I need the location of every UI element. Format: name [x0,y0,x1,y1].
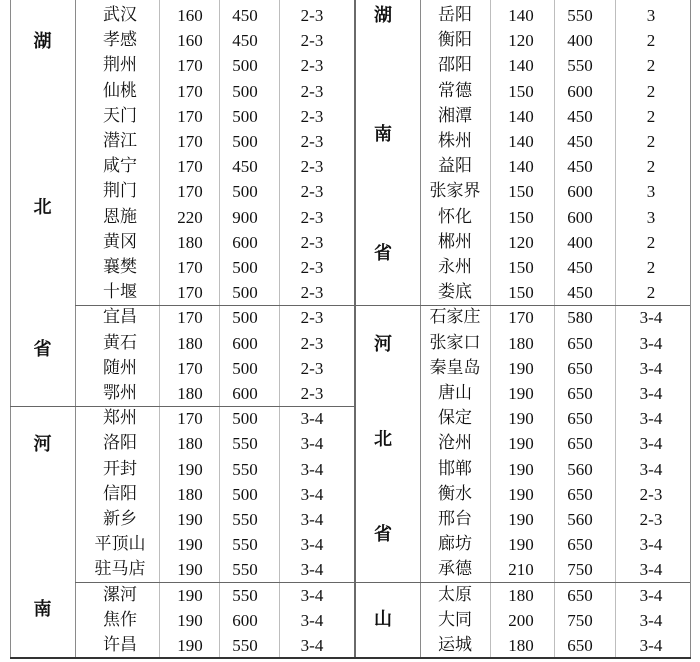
range-cell: 2 [646,81,656,101]
value-1-cell: 150 [508,207,534,227]
city-cell: 邵阳 [438,55,472,76]
value-2-cell: 450 [232,31,258,51]
city-cell: 鄂州 [103,383,137,403]
grid-line [75,0,76,658]
value-2-cell: 500 [232,81,258,101]
value-1-cell: 170 [177,258,203,277]
range-cell: 2 [646,157,656,177]
value-1-cell: 170 [177,182,203,202]
city-cell: 新乡 [103,509,137,529]
range-cell: 2 [646,31,656,51]
range-cell: 3-4 [300,585,324,605]
city-cell: 运城 [438,635,472,655]
city-cell: 平顶山 [94,534,146,555]
value-2-cell: 550 [232,510,258,529]
table-left-border [10,0,11,658]
value-2-cell: 560 [567,459,593,479]
value-2-cell: 600 [232,610,258,630]
value-1-cell: 180 [177,384,203,403]
province-label: 北 [33,197,52,218]
value-1-cell: 180 [177,484,203,504]
range-cell: 2 [646,232,656,252]
range-cell: 3-4 [639,384,663,403]
city-cell: 驻马店 [94,559,146,580]
value-2-cell: 650 [567,484,593,504]
value-2-cell: 450 [567,157,593,177]
province-label: 河 [33,434,52,455]
city-cell: 衡阳 [438,30,472,51]
value-1-cell: 190 [508,535,534,555]
range-cell: 2-3 [300,283,324,303]
value-2-cell: 600 [232,232,258,252]
province-label: 省 [33,339,52,360]
range-cell: 2-3 [300,207,324,227]
value-1-cell: 180 [177,333,203,353]
city-cell: 怀化 [438,206,472,227]
city-cell: 沧州 [438,433,472,454]
value-1-cell: 170 [177,106,203,126]
value-2-cell: 650 [567,358,593,378]
value-2-cell: 600 [232,333,258,353]
value-1-cell: 220 [177,207,203,227]
value-2-cell: 500 [232,358,258,378]
range-cell: 2-3 [300,358,324,378]
value-2-cell: 550 [232,535,258,555]
value-2-cell: 650 [567,535,593,555]
value-1-cell: 160 [177,31,203,51]
value-2-cell: 600 [567,182,593,202]
value-1-cell: 180 [508,636,534,655]
value-1-cell: 170 [508,308,534,328]
range-cell: 2-3 [300,308,324,328]
value-1-cell: 190 [508,510,534,529]
value-1-cell: 170 [177,283,203,303]
range-cell: 3-4 [639,610,663,630]
range-cell: 3-4 [300,636,324,655]
value-2-cell: 600 [567,207,593,227]
range-cell: 3-4 [300,409,324,429]
province-label: 河 [374,334,392,355]
city-cell: 许昌 [103,635,137,655]
value-1-cell: 190 [177,459,203,479]
province-label: 北 [374,429,392,450]
value-2-cell: 500 [232,283,258,303]
range-cell: 3-4 [639,459,663,479]
city-cell: 襄樊 [103,257,137,277]
value-1-cell: 180 [508,585,534,605]
range-cell: 3-4 [639,358,663,378]
range-cell: 2-3 [300,157,324,177]
value-1-cell: 140 [508,56,534,76]
table-right-border [690,0,691,658]
city-cell: 岳阳 [438,5,472,25]
value-2-cell: 500 [232,182,258,202]
city-cell: 娄底 [438,282,472,303]
value-1-cell: 140 [508,106,534,126]
range-cell: 2-3 [639,510,663,529]
value-2-cell: 580 [567,308,593,328]
city-cell: 信阳 [103,483,137,504]
range-cell: 2-3 [639,484,663,504]
city-cell: 承德 [438,559,472,580]
city-cell: 洛阳 [103,433,137,454]
range-cell: 2-3 [300,182,324,202]
range-cell: 3-4 [639,409,663,429]
value-1-cell: 170 [177,358,203,378]
city-cell: 衡水 [438,483,472,504]
range-cell: 2 [646,56,656,76]
value-1-cell: 190 [177,535,203,555]
range-cell: 2-3 [300,258,324,277]
city-cell: 潜江 [103,131,137,151]
city-cell: 湘潭 [438,105,472,126]
value-2-cell: 400 [567,31,593,51]
city-cell: 邯郸 [438,458,472,479]
range-cell: 3-4 [300,610,324,630]
city-cell: 漯河 [103,584,137,605]
range-cell: 3-4 [300,459,324,479]
province-label: 湖 [374,5,392,26]
city-cell: 张家界 [429,181,481,202]
value-2-cell: 500 [232,132,258,151]
city-cell: 唐山 [438,383,472,403]
value-1-cell: 200 [508,610,534,630]
city-cell: 廊坊 [438,534,472,555]
range-cell: 3-4 [639,560,663,580]
value-1-cell: 170 [177,56,203,76]
value-2-cell: 400 [567,232,593,252]
value-1-cell: 190 [177,585,203,605]
value-1-cell: 190 [508,409,534,429]
city-cell: 石家庄 [429,307,481,328]
range-cell: 3-4 [300,434,324,454]
value-2-cell: 650 [567,333,593,353]
value-1-cell: 190 [508,434,534,454]
value-2-cell: 550 [232,459,258,479]
value-2-cell: 550 [232,560,258,580]
value-2-cell: 450 [567,106,593,126]
value-1-cell: 120 [508,31,534,51]
city-cell: 保定 [438,408,472,429]
city-cell: 秦皇岛 [429,357,481,378]
value-1-cell: 180 [508,333,534,353]
city-cell: 咸宁 [103,156,137,177]
value-2-cell: 450 [567,258,593,277]
table-center-divider [354,0,356,658]
range-cell: 2-3 [300,31,324,51]
value-2-cell: 650 [567,585,593,605]
range-cell: 2-3 [300,6,324,25]
city-cell: 大同 [438,609,472,630]
value-2-cell: 450 [567,283,593,303]
value-1-cell: 170 [177,409,203,429]
city-cell: 张家口 [429,332,481,353]
value-1-cell: 180 [177,232,203,252]
value-2-cell: 500 [232,409,258,429]
province-label: 山 [374,609,392,630]
value-1-cell: 150 [508,81,534,101]
value-1-cell: 210 [508,560,534,580]
province-label: 南 [33,599,52,620]
city-cell: 仙桃 [103,80,137,101]
range-cell: 3-4 [639,535,663,555]
value-2-cell: 650 [567,636,593,655]
province-label: 省 [374,524,392,545]
value-1-cell: 190 [508,358,534,378]
value-2-cell: 550 [232,585,258,605]
range-cell: 2 [646,106,656,126]
value-1-cell: 140 [508,132,534,151]
range-cell: 2 [646,283,656,303]
value-1-cell: 180 [177,434,203,454]
range-cell: 2-3 [300,232,324,252]
city-cell: 郑州 [103,408,137,429]
value-2-cell: 550 [567,6,593,25]
city-cell: 株州 [438,131,472,151]
value-1-cell: 150 [508,258,534,277]
city-cell: 常德 [438,80,472,101]
value-2-cell: 500 [232,56,258,76]
value-2-cell: 560 [567,510,593,529]
value-1-cell: 170 [177,132,203,151]
value-1-cell: 190 [508,384,534,403]
range-cell: 3-4 [300,510,324,529]
value-1-cell: 150 [508,182,534,202]
value-1-cell: 190 [177,610,203,630]
province-label: 湖 [33,31,52,52]
value-2-cell: 500 [232,484,258,504]
city-cell: 邢台 [438,509,472,529]
value-2-cell: 550 [232,636,258,655]
value-2-cell: 650 [567,409,593,429]
value-2-cell: 750 [567,560,593,580]
city-cell: 荆州 [103,55,137,76]
value-2-cell: 750 [567,610,593,630]
value-2-cell: 650 [567,434,593,454]
range-cell: 2 [646,132,656,151]
city-cell: 黄冈 [103,231,137,252]
value-2-cell: 500 [232,258,258,277]
city-cell: 永州 [438,257,472,277]
value-1-cell: 190 [508,484,534,504]
value-2-cell: 450 [232,6,258,25]
value-2-cell: 500 [232,308,258,328]
range-cell: 3-4 [639,434,663,454]
value-1-cell: 170 [177,157,203,177]
range-cell: 3-4 [639,333,663,353]
city-cell: 天门 [103,105,137,126]
range-cell: 2-3 [300,132,324,151]
value-1-cell: 170 [177,81,203,101]
range-cell: 3 [646,6,656,25]
city-cell: 荆门 [103,181,137,202]
value-2-cell: 600 [567,81,593,101]
province-label: 南 [374,124,392,145]
value-1-cell: 160 [177,6,203,25]
range-cell: 2-3 [300,384,324,403]
value-2-cell: 450 [232,157,258,177]
city-cell: 郴州 [438,231,472,252]
province-label: 省 [374,243,392,264]
value-1-cell: 190 [177,510,203,529]
range-cell: 3 [646,182,656,202]
range-cell: 3-4 [639,308,663,328]
range-cell: 3-4 [639,636,663,655]
range-cell: 3-4 [639,585,663,605]
city-cell: 恩施 [103,206,137,227]
city-cell: 益阳 [438,156,472,177]
range-cell: 2-3 [300,81,324,101]
value-1-cell: 150 [508,283,534,303]
value-1-cell: 120 [508,232,534,252]
city-cell: 黄石 [103,332,137,353]
range-cell: 3-4 [300,560,324,580]
value-1-cell: 140 [508,6,534,25]
range-cell: 2-3 [300,56,324,76]
range-cell: 3 [646,207,656,227]
value-2-cell: 550 [232,434,258,454]
value-2-cell: 650 [567,384,593,403]
range-cell: 2-3 [300,333,324,353]
range-cell: 2-3 [300,106,324,126]
city-cell: 太原 [438,584,472,605]
value-2-cell: 900 [232,207,258,227]
value-1-cell: 190 [177,560,203,580]
value-1-cell: 140 [508,157,534,177]
value-2-cell: 600 [232,384,258,403]
value-2-cell: 550 [567,56,593,76]
range-cell: 3-4 [300,535,324,555]
city-cell: 开封 [103,458,137,479]
city-cell: 武汉 [103,5,137,25]
value-1-cell: 190 [177,636,203,655]
value-1-cell: 190 [508,459,534,479]
city-cell: 宜昌 [103,307,137,328]
city-cell: 十堰 [103,282,137,303]
city-cell: 焦作 [103,609,137,630]
value-2-cell: 500 [232,106,258,126]
range-cell: 2 [646,258,656,277]
city-cell: 孝感 [103,30,137,51]
value-2-cell: 450 [567,132,593,151]
value-1-cell: 170 [177,308,203,328]
range-cell: 3-4 [300,484,324,504]
city-cell: 随州 [103,357,137,378]
